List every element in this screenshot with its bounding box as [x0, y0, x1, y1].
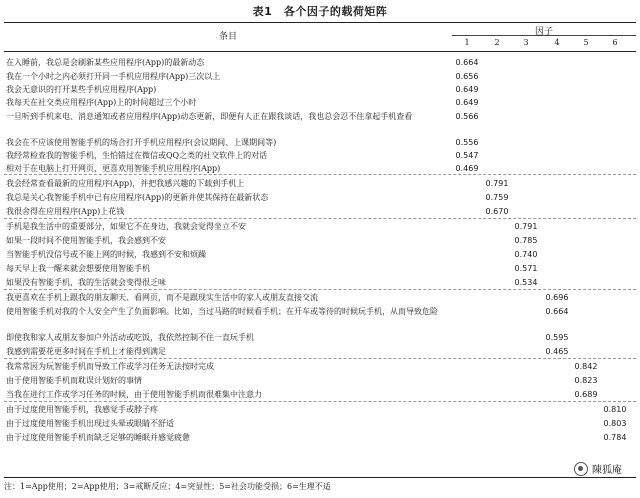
table-row-item: 如果一段时间不使用智能手机，我会感到不安 — [6, 236, 166, 245]
item-column-header: 条目 — [218, 32, 237, 42]
header-rule — [4, 51, 636, 52]
factor-loading-value: 0.803 — [603, 419, 627, 428]
factor-loading-value: 0.656 — [455, 72, 479, 81]
factor-loading-value: 0.465 — [545, 347, 569, 356]
table-row-item: 我会经常查看最新的应用程序(App)，并把我感兴趣的下载到手机上 — [6, 179, 245, 188]
wechat-icon — [574, 462, 588, 476]
table-row-item: 我会在不应该使用智能手机的场合打开手机应用程序(会议期间、上课期间等) — [6, 138, 277, 147]
factor-loading-value: 0.664 — [545, 307, 569, 316]
factor-loading-value: 0.534 — [514, 278, 538, 287]
table-row-item: 使用智能手机对我的个人安全产生了负面影响。比如，当过马路的时候看手机；在开车或等待的时候玩手机，从而导致危险 — [6, 307, 438, 316]
table-row-item: 我经常检查我的智能手机，生怕错过在微信或QQ之类的社交软件上的对话 — [6, 151, 268, 160]
factor-number-3: 3 — [523, 38, 529, 47]
group-separator — [4, 289, 636, 290]
watermark-text: 陳狐庵 — [592, 465, 622, 476]
table-row-item: 如果没有智能手机，我的生活就会变得很乏味 — [6, 278, 166, 287]
factor-loading-value: 0.785 — [514, 236, 538, 245]
factor-number-6: 6 — [612, 38, 618, 47]
table-row-item: 由于过度使用智能手机出现过头晕或眼睛不舒适 — [6, 419, 174, 428]
table-row-item: 我常常因为玩智能手机而导致工作或学习任务无法按时完成 — [6, 362, 214, 371]
factor-loading-value: 0.566 — [455, 112, 479, 121]
factor-loading-value: 0.649 — [455, 98, 479, 107]
factor-loading-value: 0.759 — [485, 193, 509, 202]
table-title: 表1 各个因子的载荷矩阵 — [252, 5, 388, 18]
bottom-rule — [4, 477, 636, 478]
factor-column-header: 因子 — [534, 27, 553, 37]
table-note: 注：1=App使用；2=App使用；3=戒断反应；4=突显性；5=社会功能受损；6=生理不适 — [4, 482, 331, 491]
factor-number-4: 4 — [554, 38, 560, 47]
factor-loading-value: 0.556 — [455, 138, 479, 147]
factor-number-1: 1 — [464, 38, 470, 47]
table-row-item: 相对于在电脑上打开网页，更喜欢用智能手机应用程序(App) — [6, 164, 221, 173]
table-row-item: 由于过度使用智能手机，我感觉手或脖子疼 — [6, 405, 158, 414]
table-row-item: 由于过度使用智能手机而缺乏足够的睡眠并感觉疲惫 — [6, 433, 190, 442]
factor-loading-value: 0.649 — [455, 85, 479, 94]
group-separator — [4, 174, 636, 175]
table-row-item: 我更喜欢在手机上跟我的朋友聊天、看网页，而不是跟现实生活中的家人或朋友直接交流 — [6, 293, 318, 302]
factor-loading-value: 0.547 — [455, 151, 479, 160]
factor-loading-value: 0.696 — [545, 293, 569, 302]
group-separator — [4, 358, 636, 359]
factor-loading-value: 0.784 — [603, 433, 627, 442]
factor-number-5: 5 — [583, 38, 589, 47]
factor-loading-value: 0.740 — [514, 250, 538, 259]
table-row-item: 我感到需要花更多时间在手机上才能得到满足 — [6, 347, 166, 356]
table-row-item: 即使我和家人或朋友参加户外活动或吃饭，我依然控制不住一直玩手机 — [6, 333, 254, 342]
table-row-item: 在入睡前，我总是会刷新某些应用程序(App)的最新动态 — [6, 58, 205, 67]
factor-header-rule — [452, 35, 636, 36]
factor-loading-value: 0.689 — [574, 390, 598, 399]
table-row-item: 我总是关心我智能手机中已有应用程序(App)的更新并使其保持在最新状态 — [6, 193, 269, 202]
factor-loading-value: 0.469 — [455, 164, 479, 173]
factor-loading-value: 0.810 — [603, 405, 627, 414]
table-row-item: 我会无意识的打开某些手机应用程序(App) — [6, 85, 157, 94]
group-separator — [4, 401, 636, 402]
factor-loading-value: 0.823 — [574, 376, 598, 385]
factor-number-2: 2 — [494, 38, 500, 47]
factor-loading-value: 0.842 — [574, 362, 598, 371]
factor-loading-value: 0.664 — [455, 58, 479, 67]
table-row-item: 每天早上我一醒来就会想要使用智能手机 — [6, 264, 150, 273]
table-row-item: 我每天在社交类应用程序(App)上的时间超过三个小时 — [6, 98, 197, 107]
table-row-item: 当我在进行工作或学习任务的时候，由于使用智能手机而很难集中注意力 — [6, 390, 262, 399]
watermark — [572, 461, 624, 476]
table-row-item: 手机是我生活中的重要部分，如果它不在身边，我就会觉得坐立不安 — [6, 222, 246, 231]
factor-loading-value: 0.791 — [485, 179, 509, 188]
factor-loading-value: 0.791 — [514, 222, 538, 231]
table-row-item: 由于使用智能手机而耽误计划好的事情 — [6, 376, 142, 385]
table-row-item: 当智能手机没信号或不能上网的时候，我感到不安和烦躁 — [6, 250, 206, 259]
table-row-item: 我在一个小时之内必须打开同一手机应用程序(App)三次以上 — [6, 72, 221, 81]
factor-loading-value: 0.571 — [514, 264, 538, 273]
group-separator — [4, 218, 636, 219]
factor-loading-value: 0.595 — [545, 333, 569, 342]
table-row-item: 一旦听到手机来电、消息通知或者应用程序(App)动态更新，即便有人正在跟我谈话，我也总会忍不住拿起手机查看 — [6, 112, 413, 121]
factor-loading-value: 0.670 — [485, 207, 509, 216]
table-row-item: 我很舍得在应用程序(App)上花钱 — [6, 207, 125, 216]
